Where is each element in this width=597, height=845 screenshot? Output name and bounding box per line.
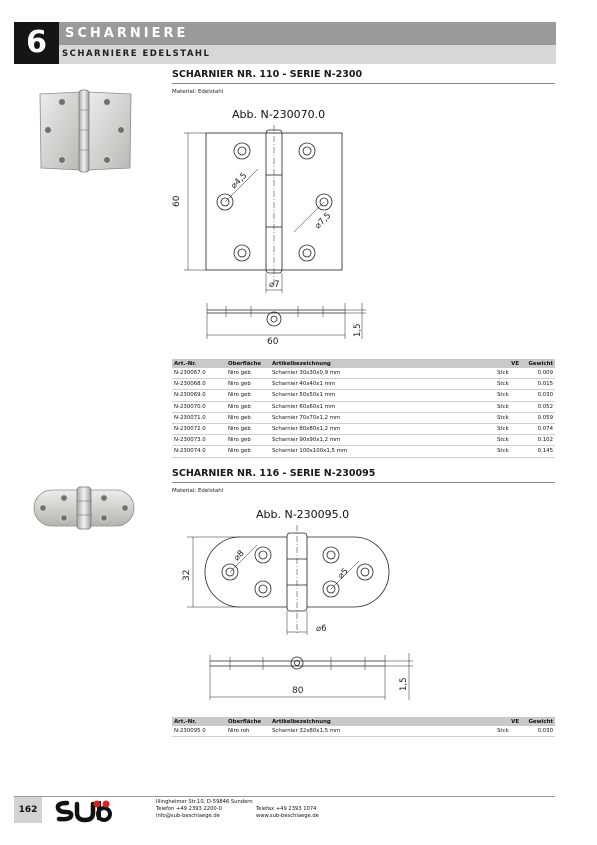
table-cell: N-230073.0	[172, 435, 226, 446]
table-cell: Niro geb	[226, 379, 270, 390]
table-cell: Scharnier 40x40x1 mm	[270, 379, 495, 390]
col-header-surface: Oberfläche	[226, 717, 270, 726]
section2-material: Material: Edelstahl	[172, 488, 224, 494]
hinge-116-photo	[30, 484, 138, 532]
table-cell: N-230072.0	[172, 423, 226, 434]
table-row	[172, 368, 555, 379]
table-cell: Scharnier 80x80x1,2 mm	[270, 423, 495, 434]
table-row	[172, 390, 555, 401]
table-cell: 0.009	[521, 368, 555, 379]
footer-address: Illingheimer Str.10, D-59846 Sundern	[156, 799, 253, 805]
chapter-title: SCHARNIERE	[59, 22, 556, 45]
col-header-ve: VE	[495, 359, 521, 368]
table-cell: Niro geb	[226, 446, 270, 457]
table-cell: N-230067.0	[172, 368, 226, 379]
table-cell: Scharnier 100x100x1,5 mm	[270, 446, 495, 457]
table-cell: Scharnier 60x60x1 mm	[270, 401, 495, 412]
table-cell: Niro geb	[226, 435, 270, 446]
section1-material: Material: Edelstahl	[172, 89, 224, 95]
section2-dim-width: 80	[292, 686, 304, 696]
footer-fax: Telefax +49 2393 1074	[256, 806, 317, 812]
section2-title: SCHARNIER NR. 116 - SERIE N-230095	[172, 468, 376, 479]
col-header-description: Artikelbezeichnung	[270, 359, 495, 368]
table-cell: N-230069.0	[172, 390, 226, 401]
table-cell: Scharnier 32x80x1,5 mm	[270, 726, 495, 737]
table-cell: N-230095.0	[172, 726, 226, 737]
chapter-number: 6	[14, 22, 59, 64]
table-row	[172, 423, 555, 434]
section1-title: SCHARNIER NR. 110 - SERIE N-2300	[172, 69, 363, 80]
table-cell: Stck	[495, 726, 521, 737]
table-cell: Stck	[495, 435, 521, 446]
section1-product-table	[172, 359, 555, 458]
table-cell: 0.030	[521, 390, 555, 401]
col-header-description: Artikelbezeichnung	[270, 717, 495, 726]
table-cell: Stck	[495, 379, 521, 390]
table-cell: N-230074.0	[172, 446, 226, 457]
table-cell: Niro geb	[226, 423, 270, 434]
section2-divider	[172, 482, 555, 483]
table-cell: Stck	[495, 390, 521, 401]
section1-dim-hole: ⌀4,5	[229, 170, 250, 192]
table-cell: Niro roh	[226, 726, 270, 737]
section1-dim-height: 60	[172, 195, 182, 207]
hinge-110-photo	[36, 88, 136, 174]
col-header-weight: Gewicht	[521, 717, 555, 726]
table-row	[172, 726, 555, 737]
section1-dim-thickness: 1,5	[353, 323, 363, 337]
section1-dim-countersink: ⌀7,5	[313, 210, 334, 232]
footer-web[interactable]: www.sub-beschlaege.de	[256, 813, 319, 819]
footer-phone: Telefon +49 2393 2200-0	[156, 806, 222, 812]
table-row	[172, 401, 555, 412]
table-cell: N-230068.0	[172, 379, 226, 390]
section2-drawing-label: Abb. N-230095.0	[256, 508, 350, 521]
hinge-110-drawing	[170, 125, 380, 345]
section2-product-table	[172, 717, 555, 737]
table-cell: Niro geb	[226, 412, 270, 423]
col-header-artnr: Art.-Nr.	[172, 717, 226, 726]
table-cell: N-230071.0	[172, 412, 226, 423]
hinge-116-drawing	[175, 525, 415, 710]
table-row	[172, 435, 555, 446]
section1-divider	[172, 83, 555, 84]
table-row	[172, 412, 555, 423]
col-header-surface: Oberfläche	[226, 359, 270, 368]
table-cell: Niro geb	[226, 368, 270, 379]
table-cell: Scharnier 70x70x1,2 mm	[270, 412, 495, 423]
section1-dim-width: 60	[267, 337, 279, 345]
table-cell: 0.052	[521, 401, 555, 412]
section1-dim-pin: ⌀7	[269, 280, 280, 290]
table-cell: Stck	[495, 423, 521, 434]
table-cell: Stck	[495, 412, 521, 423]
table-cell: 0.074	[521, 423, 555, 434]
table-cell: 0.015	[521, 379, 555, 390]
table-cell: 0.059	[521, 412, 555, 423]
table-cell: Stck	[495, 368, 521, 379]
table-cell: 0.102	[521, 435, 555, 446]
table-header-row	[172, 717, 555, 726]
table-row	[172, 379, 555, 390]
table-cell: Scharnier 90x90x1,2 mm	[270, 435, 495, 446]
col-header-weight: Gewicht	[521, 359, 555, 368]
section2-dim-pin: ⌀6	[316, 624, 327, 634]
table-cell: 0.145	[521, 446, 555, 457]
table-cell: N-230070.0	[172, 401, 226, 412]
footer-divider	[14, 796, 555, 797]
table-cell: Niro geb	[226, 401, 270, 412]
section2-dim-hole: ⌀8	[232, 548, 247, 564]
section2-dim-height: 32	[182, 569, 192, 581]
section2-dim-countersink: ⌀5	[336, 566, 351, 582]
chapter-subtitle: SCHARNIERE EDELSTAHL	[59, 45, 556, 64]
table-row	[172, 446, 555, 457]
table-cell: 0.030	[521, 726, 555, 737]
table-header-row	[172, 359, 555, 368]
table-cell: Stck	[495, 401, 521, 412]
table-cell: Scharnier 50x50x1 mm	[270, 390, 495, 401]
page-number: 162	[14, 797, 42, 823]
footer-email[interactable]: info@sub-beschlaege.de	[156, 813, 220, 819]
col-header-artnr: Art.-Nr.	[172, 359, 226, 368]
col-header-ve: VE	[495, 717, 521, 726]
section2-dim-thickness: 1,5	[399, 677, 409, 691]
section1-drawing-label: Abb. N-230070.0	[232, 108, 326, 121]
table-cell: Niro geb	[226, 390, 270, 401]
sub-logo	[55, 799, 115, 823]
table-cell: Scharnier 30x30x0,9 mm	[270, 368, 495, 379]
table-cell: Stck	[495, 446, 521, 457]
